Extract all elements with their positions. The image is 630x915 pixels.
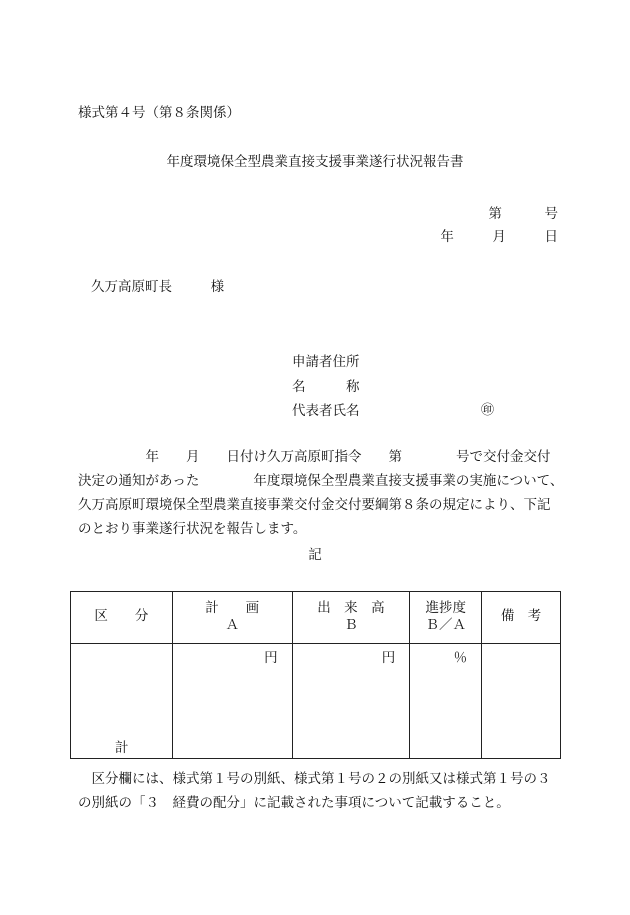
date-month: 月 [492, 229, 506, 245]
total-label: 計 [115, 740, 129, 756]
header-remarks: 備 考 [482, 592, 561, 644]
body-line-2: 決定の通知があった 年度環境保全型農業直接支援事業の実施について、 [78, 473, 564, 489]
seal-mark: ㊞ [481, 403, 495, 418]
document-title: 年度環境保全型農業直接支援事業遂行状況報告書 [166, 154, 464, 170]
note-line-1: 区分欄には、様式第１号の別紙、様式第１号の２の別紙又は様式第１号の３ [78, 771, 551, 787]
table-header-row [71, 592, 561, 644]
note-text [78, 767, 563, 815]
doc-number-dai: 第 [488, 206, 502, 222]
table-row [71, 644, 561, 759]
header-progress: 進捗度 Ｂ／Ａ [410, 592, 482, 644]
header-progress-sub: Ｂ／Ａ [425, 617, 466, 633]
report-body [78, 445, 563, 541]
date-year: 年 [440, 229, 454, 245]
addressee-honorific: 様 [210, 279, 225, 295]
header-category: 区 分 [71, 592, 173, 644]
cell-progress[interactable] [410, 644, 482, 759]
unit-yen-plan: 円 [264, 650, 278, 666]
record-mark: 記 [308, 547, 322, 563]
applicant-name-label: 名 称 [292, 379, 360, 395]
addressee [91, 275, 224, 295]
header-actual-sub: Ｂ [344, 617, 358, 633]
unit-yen-actual: 円 [381, 650, 396, 666]
doc-number-go: 号 [544, 206, 558, 222]
body-line-1: 年 月 日付け久万高原町指令 第 号で交付金交付 [78, 449, 551, 465]
progress-table [70, 591, 561, 759]
body-line-4: のとおり事業遂行状況を報告します。 [78, 521, 307, 537]
header-actual: 出 来 高 Ｂ [292, 592, 410, 644]
header-plan: 計 画 Ａ [172, 592, 292, 644]
cell-category[interactable] [71, 644, 173, 759]
document-number [488, 202, 558, 222]
unit-percent: ％ [453, 650, 468, 666]
cell-remarks[interactable] [482, 644, 561, 759]
document-date [440, 225, 558, 245]
applicant-representative-label: 代表者氏名 [292, 403, 360, 419]
body-line-3: 久万高原町環境保全型農業直接事業交付金交付要綱第８条の規定により、下記 [78, 497, 551, 513]
header-plan-sub: Ａ [225, 617, 239, 633]
form-number: 様式第４号（第８条関係） [78, 105, 240, 121]
date-day: 日 [544, 229, 558, 245]
note-line-2: の別紙の「３ 経費の配分」に記載された事項について記載すること。 [78, 795, 510, 811]
cell-plan[interactable] [172, 644, 292, 759]
cell-actual[interactable] [292, 644, 410, 759]
applicant-address-label: 申請者住所 [292, 354, 360, 370]
addressee-name: 久万高原町長 [91, 279, 172, 295]
